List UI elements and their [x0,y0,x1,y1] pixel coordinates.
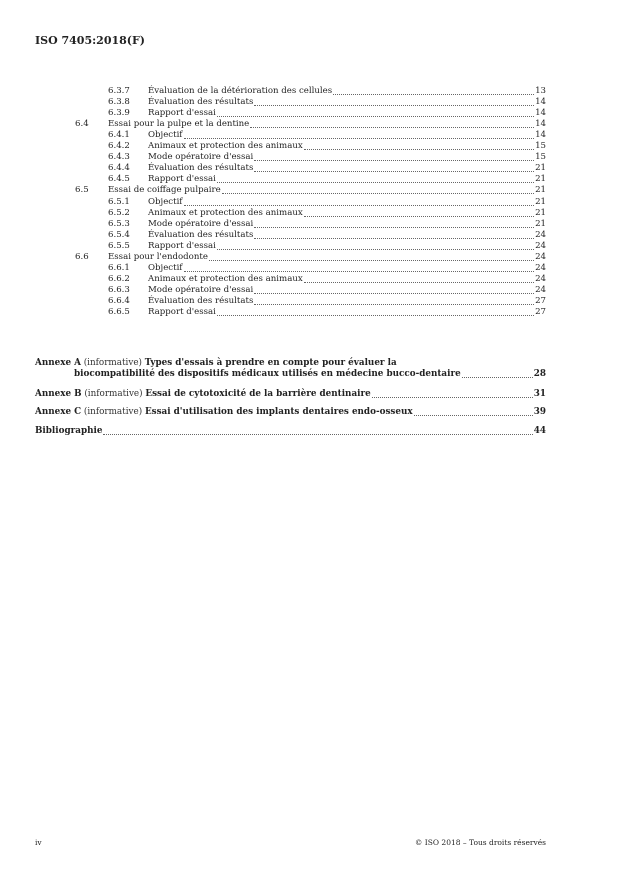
toc-entry[interactable] [0,285,546,296]
page-number: 14 [535,130,546,141]
page-number: 24 [535,229,546,240]
dot-leader [250,127,534,128]
section-number: 6.4.3 [108,152,130,163]
toc-entry[interactable] [0,130,546,141]
section-title: Mode opératoire d'essai [148,218,254,229]
annex-type: (informative) [83,407,143,417]
page-number: 28 [533,369,546,379]
section-title: Objectif [148,130,183,141]
section-number: 6.6.5 [108,307,130,317]
toc-entry[interactable] [0,141,546,152]
toc-entry[interactable] [0,119,546,130]
footer-page-number: iv [35,838,42,847]
section-title: Évaluation des résultats [148,97,254,108]
dot-leader [254,293,534,294]
annex-type: (informative) [84,389,143,399]
document-header: ISO 7405:2018(F) [35,34,146,47]
annex-label: Annexe A [35,358,81,368]
section-number: 6.4.5 [108,174,130,185]
annex-title: Types d'essais à prendre en compte pour évaluer la [144,358,397,368]
annex-type: (informative) [83,358,142,368]
section-title: Évaluation des résultats [148,163,254,174]
toc-entry[interactable] [0,97,546,108]
section-title: Rapport d'essai [148,108,216,119]
annex-title: Essai d'utilisation des implants dentaires endo-osseux [144,407,413,417]
toc-entry[interactable] [0,163,546,174]
section-number: 6.5.3 [108,218,130,229]
page-number: 24 [535,251,546,262]
section-title: Évaluation des résultats [148,295,254,306]
section-number: 6.6.4 [108,295,130,306]
page-number: 31 [533,389,546,399]
page-number: 13 [535,86,546,96]
dot-leader [217,249,534,250]
bibliography-title: Bibliographie [35,426,103,436]
toc-entry[interactable] [0,219,546,230]
section-number: 6.5.5 [108,240,130,251]
footer-copyright: © ISO 2018 – Tous droits réservés [414,838,546,847]
dot-leader [184,138,535,139]
toc-entry[interactable] [0,197,546,208]
dot-leader [217,116,534,117]
page-number: 27 [535,307,546,317]
page-number: 21 [535,196,546,207]
section-number: 6.4.2 [108,141,130,152]
dot-leader [304,216,534,217]
section-title: Essai de coiffage pulpaire [108,185,221,196]
dot-leader [254,227,534,228]
page-number: 21 [535,185,546,196]
section-number: 6.6.3 [108,284,130,295]
section-title: Rapport d'essai [148,240,216,251]
toc-annex-b[interactable] [35,389,546,400]
toc-annex-a[interactable] [35,358,546,380]
page-number: 39 [533,407,546,417]
toc-entry[interactable] [0,230,546,241]
toc-entry[interactable] [0,307,546,318]
section-number: 6.3.8 [108,97,130,108]
dot-leader [304,282,534,283]
dot-leader [222,193,534,194]
section-number: 6.5.2 [108,207,130,218]
annex-title-cont: biocompatibilité des dispositifs médicaux utilisés en médecine bucco-dentaire [74,369,461,379]
toc-entry[interactable] [0,152,546,163]
section-title: Rapport d'essai [148,307,216,317]
section-title: Objectif [148,196,183,207]
dot-leader [184,271,535,272]
page-number: 21 [535,218,546,229]
section-title: Animaux et protection des animaux [148,207,303,218]
dot-leader [254,171,534,172]
toc-entry[interactable] [0,263,546,274]
annex-label: Annexe C [35,407,82,417]
section-title: Évaluation des résultats [148,229,254,240]
annex-title: Essai de cytotoxicité de la barrière dentinaire [145,389,371,399]
page-number: 21 [535,207,546,218]
dot-leader [304,149,534,150]
toc-entry[interactable] [0,208,546,219]
section-title: Mode opératoire d'essai [148,284,254,295]
section-number: 6.5.1 [108,196,130,207]
section-title: Évaluation de la détérioration des cellules [148,86,333,96]
toc-entry[interactable] [0,274,546,285]
toc-entry[interactable] [0,252,546,263]
section-number: 6.5 [75,185,89,196]
section-title: Essai pour l'endodonte [108,251,208,262]
section-number: 6.4 [75,119,89,130]
section-number: 6.6.2 [108,273,130,284]
section-number: 6.6 [75,251,89,262]
section-title: Animaux et protection des animaux [148,273,303,284]
section-title: Rapport d'essai [148,174,216,185]
page-number: 15 [535,152,546,163]
toc-entry[interactable] [0,185,546,196]
section-number: 6.3.9 [108,108,130,119]
section-number: 6.6.1 [108,262,130,273]
page-number: 24 [535,284,546,295]
dot-leader [254,238,534,239]
section-number: 6.4.1 [108,130,130,141]
page-number: 21 [535,163,546,174]
section-number: 6.3.7 [108,86,130,96]
dot-leader [184,205,535,206]
section-title: Mode opératoire d'essai [148,152,254,163]
toc-entry[interactable] [0,174,546,185]
dot-leader [254,304,534,305]
page-number: 24 [535,240,546,251]
dot-leader [209,260,534,261]
page-number: 14 [535,108,546,119]
page-number: 44 [533,426,546,436]
dot-leader [254,105,534,106]
page-number: 21 [535,174,546,185]
toc-entry[interactable] [0,86,546,97]
dot-leader [217,315,534,316]
section-title: Essai pour la pulpe et la dentine [108,119,250,130]
page-number: 27 [535,295,546,306]
dot-leader [333,94,534,95]
page-number: 14 [535,119,546,130]
dot-leader [254,160,534,161]
section-number: 6.5.4 [108,229,130,240]
toc-bibliography[interactable] [35,426,546,437]
annex-label: Annexe B [35,389,82,399]
toc-entry[interactable] [0,108,546,119]
page-number: 24 [535,273,546,284]
toc-annex-c[interactable] [35,407,546,418]
section-title: Objectif [148,262,183,273]
dot-leader [217,182,534,183]
page-number: 15 [535,141,546,152]
toc-entry[interactable] [0,296,546,307]
toc-entry[interactable] [0,241,546,252]
section-number: 6.4.4 [108,163,130,174]
page-number: 24 [535,262,546,273]
page-number: 14 [535,97,546,108]
section-title: Animaux et protection des animaux [148,141,303,152]
